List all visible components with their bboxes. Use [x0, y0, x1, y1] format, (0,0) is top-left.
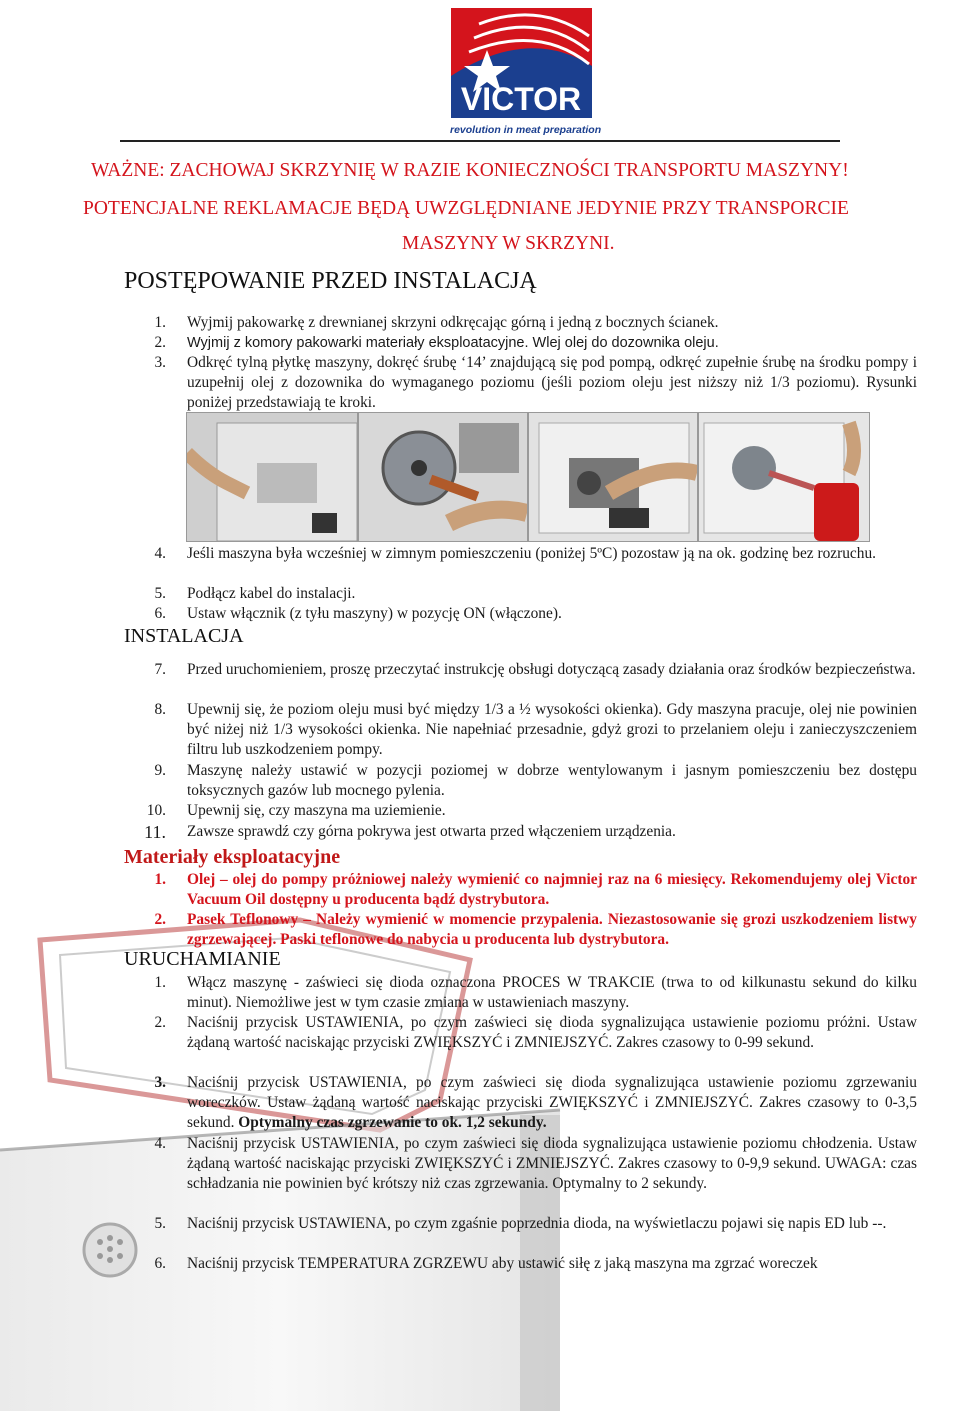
installation-photos [186, 412, 868, 540]
header-divider [120, 140, 840, 142]
document-page: VICTOR revolution in meat preparation WAŻNE: ZACHOWAJ SKRZYNIĘ W RAZIE KONIECZNOŚCI TRANSPORTU MASZYNY! POTENCJALNE REKLAMACJE BĘDĄ UWZGLĘDNIANE JEDYNIE PRZY TRANSPORCIE MASZYNY W SKRZYNI. POSTĘPOWANIE PRZED INSTALACJĄ 1. Wyjmij pakowarkę z drewnianej skrzyni odkręcając górną i jedną z bocznych ścianek. 2. Wyjmij z komory pakowarki materiały eksploatacyjne. Wlej olej do dozownika oleju. 3. Odkręć tylną płytkę maszyny, dokręć śrubę ‘14’ znajdującą się pod pompą, odkręć zupełnie śrubę na środku pompy i uzupełnij olej z dozownika do wymaganego poziomu (jeśli poziom oleju jest niższy niż 1/3 poziomu). Rysunki poniżej przedstawiają te kroki. 4. Jeśli maszyna była wcześniej w zimnym pomieszczeniu (poniżej 5ºC) pozostaw ją na ok. godzinę bez rozruchu. 5. Podłącz kabel do instalacji. 6. Ustaw włącznik (z tyłu maszyny) w pozycję ON (włączone). INSTALACJA 7. Przed uruchomieniem, proszę przeczytać instrukcję obsługi dotyczącą zasady działania oraz środków bezpieczeństwa. 8. Upewnij się, że poziom oleju musi być między 1/3 a ½ wysokości okienka). Gdy maszyna pracuje, olej nie powinien być niżej niż 1/3 wysokości okienka. Nie napełniać przesadnie, gdyż grozi to przelaniem oleju i zanieczyszczeniem filtru lub uszkodzeniem pompy. 9. Maszynę należy ustawić w pozycji poziomej w dobrze wentylowanym i jasnym pomieszczeniu bez dostępu toksycznych gazów lub mocnego pylenia. 10. Upewnij się, czy maszyna ma uziemienie. 11. Zawsze sprawdź czy górna pokrywa jest otwarta przed włączeniem urządzenia. Materiały eksploatacyjne 1. Olej – olej do pompy próżniowej należy wymienić co najmniej raz na 6 miesięcy. Rekomendujemy olej Victor Vacuum Oil dostępny u producenta bądź dystrybutora. 2. Pasek Teflonowy – Należy wymienić w momencie przypalenia. Niezastosowanie się grozi uszkodzeniem listwy zgrzewającej. Paski teflonowe do nabycia u producenta lub dystrybutora. URUCHAMIANIE 1. Włącz maszynę - zaświeci się dioda oznaczona PROCES W TRAKCIE (trwa to od kilkunastu sekund do kilku minut). Niemożliwe jest w tym czasie zmiana w ustawieniach maszyny. 2. Naciśnij przycisk USTAWIENIA, po czym zaświeci się dioda sygnalizująca ustawienie poziomu próżni. Ustaw żądaną wartość naciskając przyciski ZWIĘKSZYĆ i ZMNIEJSZYĆ. Zakres czasowy to 0-99 sekund. 3. Naciśnij przycisk USTAWIENIA, po czym zaświeci się dioda sygnalizująca ustawienie poziomu zgrzewaniu woreczków. Ustaw żądaną wartość naciskając przyciski ZWIĘKSZYĆ i ZMNIEJSZYĆ. Zakres czasowy to 0-3,5 sekund. Optymalny czas zgrzewanie to ok. 1,2 sekundy. 4. Naciśnij przycisk USTAWIENIA, po czym zaświeci się dioda sygnalizująca ustawienie poziomu chłodzenia. Ustaw żądaną wartość naciskając przyciski ZWIĘKSZYĆ i ZMNIEJSZYĆ. Zakres czasowy to 0-9,9 sekund. UWAGA: czas schładzania nie powinien być krótszy niż czas zgrzewania. Optymalny to 2 sekundy. 5. Naciśnij przycisk USTAWIENA, po czym zgaśnie poprzednia dioda, na wyświetlaczu pojawi się napis ED lub --. 6. Naciśnij przycisk TEMPERATURA ZGRZEWU aby ustawić siłę z jaką maszyna ma zgrzać woreczek [0, 0, 960, 1411]
logo-tagline: revolution in meat preparation [450, 124, 602, 136]
photo-back-plate [186, 412, 358, 542]
logo-brand: VICTOR [460, 81, 582, 117]
section-title-pre-install: POSTĘPOWANIE PRZED INSTALACJĄ [124, 268, 537, 294]
photo-oil-refill [698, 412, 870, 542]
photo-oil-plug [528, 412, 698, 542]
victor-logo [449, 6, 594, 134]
section-title-consumables: Materiały eksploatacyjne [124, 846, 341, 868]
warning-line-3: MASZYNY W SKRZYNI. [402, 233, 615, 254]
section-title-startup: URUCHAMIANIE [124, 948, 281, 970]
warning-line-2: POTENCJALNE REKLAMACJE BĘDĄ UWZGLĘDNIANE JEDYNIE PRZY TRANSPORCIE [83, 198, 849, 219]
section-title-install: INSTALACJA [124, 625, 244, 647]
warning-line-1: WAŻNE: ZACHOWAJ SKRZYNIĘ W RAZIE KONIECZNOŚCI TRANSPORTU MASZYNY! [91, 160, 849, 181]
photo-pump-screw [358, 412, 528, 542]
